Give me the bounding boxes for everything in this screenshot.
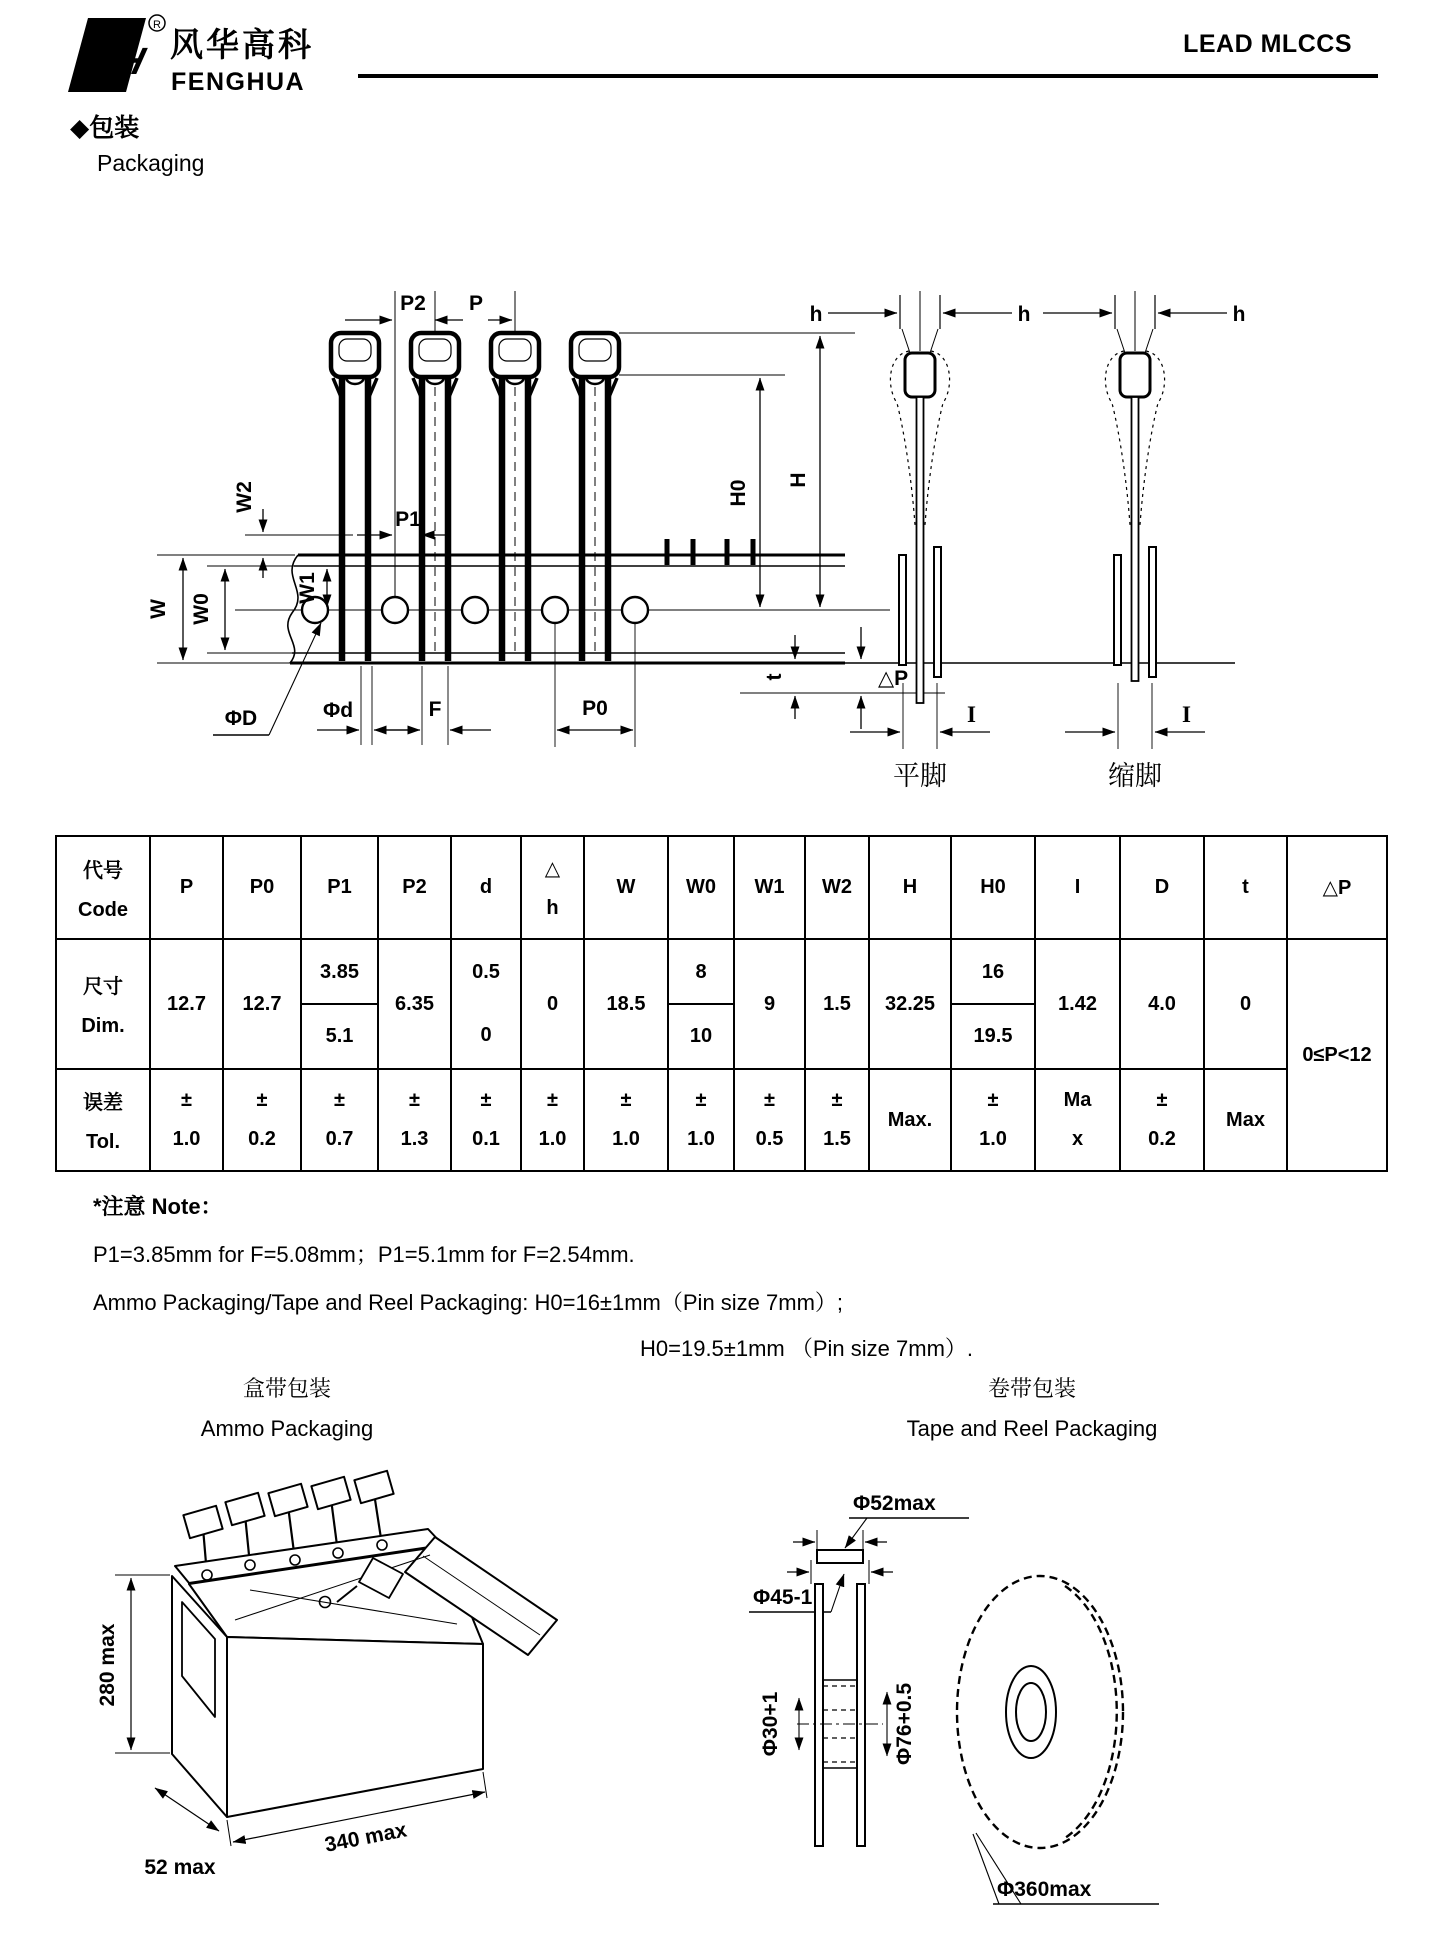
label-delta-p: △P: [878, 667, 909, 690]
tol-cell-max: Max.: [869, 1069, 951, 1171]
side-view-flat-lead: [828, 291, 1012, 749]
note-line-3: H0=19.5±1mm （Pin size 7mm）.: [640, 1336, 974, 1361]
tol-cell: ± 1.0: [521, 1069, 584, 1171]
header-col: d: [451, 836, 521, 939]
dim-cell-split: 8 10: [668, 939, 734, 1069]
label-w: W: [147, 599, 170, 619]
header-col: t: [1204, 836, 1287, 939]
header-col: H0: [951, 836, 1035, 939]
label-340-max: 340 max: [322, 1818, 409, 1857]
label-w2: W2: [233, 481, 256, 513]
label-280-max: 280 max: [96, 1623, 119, 1707]
header-col: P2: [378, 836, 451, 939]
tol-cell-max: Max: [1204, 1069, 1287, 1171]
header-col-delta-h: △ h: [521, 836, 584, 939]
tol-cell: ± 1.0: [150, 1069, 223, 1171]
tol-cell: ± 1.0: [668, 1069, 734, 1171]
dim-cell: 32.25: [869, 939, 951, 1069]
document-title: LEAD MLCCS: [1183, 30, 1352, 58]
note-title: *注意 Note：: [93, 1194, 223, 1219]
caption-flat-lead: 平脚: [893, 761, 947, 791]
note-line-2: Ammo Packaging/Tape and Reel Packaging: H0=16±1mm（Pin size 7mm）;: [93, 1290, 844, 1315]
dim-cell-delta-p: 0≤P<12: [1287, 939, 1387, 1171]
sprocket-hole: [382, 597, 408, 623]
registered-mark-letter: R: [153, 19, 161, 31]
tol-cell: ± 0.1: [451, 1069, 521, 1171]
dim-row-label: 尺寸 Dim.: [56, 939, 150, 1069]
label-i: I: [967, 702, 976, 727]
label-phi-d-hole: ΦD: [224, 707, 258, 730]
header-col: P: [150, 836, 223, 939]
dim-cell: 0: [1204, 939, 1287, 1069]
label-h: H: [787, 472, 810, 488]
header-col: W0: [668, 836, 734, 939]
table-header-row: [56, 836, 1387, 939]
label-t: t: [763, 673, 786, 681]
header-col: W: [584, 836, 668, 939]
tol-cell: Ma x: [1035, 1069, 1120, 1171]
component: [411, 333, 459, 661]
label-phi52: Φ52max: [853, 1492, 936, 1515]
label-h-lead: h: [809, 303, 823, 326]
fenghua-logo: [58, 10, 358, 102]
dim-cell: 0: [521, 939, 584, 1069]
label-p1: P1: [395, 508, 421, 531]
label-w0: W0: [190, 593, 213, 625]
logo-en-text: FENGHUA: [171, 68, 306, 96]
dim-cell-split: 0.5 0: [451, 939, 521, 1069]
tol-cell: ± 1.0: [951, 1069, 1035, 1171]
label-p: P: [468, 292, 484, 315]
tol-cell: ± 1.5: [805, 1069, 869, 1171]
dim-cell: 12.7: [223, 939, 301, 1069]
header-col: P0: [223, 836, 301, 939]
label-phi45: Φ45-1: [753, 1586, 813, 1609]
side-view-retracted-lead: [1043, 291, 1227, 749]
label-p0: P0: [582, 697, 608, 720]
label-i: I: [1182, 702, 1191, 727]
label-h0: H0: [727, 479, 750, 507]
section-title-cn: ◆包装: [70, 114, 140, 142]
dimension-lines: [157, 291, 945, 747]
header-col: P1: [301, 836, 378, 939]
section-title-en: Packaging: [97, 150, 205, 176]
figure-ammo-packaging: [85, 1462, 625, 1942]
ammo-title-en: Ammo Packaging: [200, 1416, 374, 1441]
table-tol-row: [56, 1069, 1387, 1171]
tol-cell: ± 0.2: [223, 1069, 301, 1171]
label-w1: W1: [296, 572, 319, 604]
component: [491, 333, 539, 661]
label-h-lead: h: [1017, 303, 1031, 326]
logo-monogram: FH: [87, 40, 150, 83]
ammo-title-cn: 盒带包装: [242, 1376, 331, 1401]
sprocket-hole: [542, 597, 568, 623]
note-line-1: P1=3.85mm for F=5.08mm；P1=5.1mm for F=2.54mm.: [93, 1242, 635, 1267]
label-phi30: Φ30+1: [759, 1691, 782, 1757]
logo-cn-text: 风华高科: [170, 26, 314, 63]
header-col: W2: [805, 836, 869, 939]
header-col: D: [1120, 836, 1204, 939]
figure-reel-packaging: [735, 1462, 1375, 1942]
sprocket-hole: [462, 597, 488, 623]
label-p2: P2: [400, 292, 426, 315]
reel-title-cn: 卷带包装: [987, 1376, 1076, 1401]
figure-tape-packaging: [95, 225, 1345, 805]
component: [571, 333, 619, 661]
tol-cell: ± 0.2: [1120, 1069, 1204, 1171]
dim-cell-split: 16 19.5: [951, 939, 1035, 1069]
tol-cell: ± 1.3: [378, 1069, 451, 1171]
component: [331, 333, 379, 661]
dim-cell-split: 3.85 5.1: [301, 939, 378, 1069]
dim-cell: 4.0: [1120, 939, 1204, 1069]
ammo-box: [172, 1529, 557, 1817]
tol-cell: ± 0.7: [301, 1069, 378, 1171]
tol-row-label: 误差 Tol.: [56, 1069, 150, 1171]
caption-retracted-lead: 缩脚: [1108, 761, 1162, 791]
dim-cell: 9: [734, 939, 805, 1069]
label-f: F: [428, 698, 442, 721]
tol-cell: ± 0.5: [734, 1069, 805, 1171]
dim-cell: 6.35: [378, 939, 451, 1069]
tol-cell: ± 1.0: [584, 1069, 668, 1171]
reel-side-view: [749, 1518, 969, 1846]
dim-cell: 1.42: [1035, 939, 1120, 1069]
label-52-max: 52 max: [144, 1856, 216, 1879]
label-phi360: Φ360max: [997, 1878, 1092, 1901]
table-dim-row: [56, 939, 1387, 1069]
header-col: △P: [1287, 836, 1387, 939]
header-col: W1: [734, 836, 805, 939]
header-col: I: [1035, 836, 1120, 939]
label-phi76: Φ76+0.5: [893, 1682, 916, 1766]
label-phi-d-lead: Φd: [322, 699, 354, 722]
carrier-tape: [235, 539, 1235, 663]
reel-title-en: Tape and Reel Packaging: [906, 1416, 1158, 1441]
dimension-table: [55, 835, 1388, 1172]
dim-cell: 12.7: [150, 939, 223, 1069]
header-code: 代号 Code: [56, 836, 150, 939]
header-col: H: [869, 836, 951, 939]
header-rule: [358, 74, 1378, 78]
sprocket-hole: [622, 597, 648, 623]
reel-front-view: [957, 1576, 1159, 1904]
dim-cell: 18.5: [584, 939, 668, 1069]
label-h-lead: h: [1232, 303, 1246, 326]
dim-cell: 1.5: [805, 939, 869, 1069]
